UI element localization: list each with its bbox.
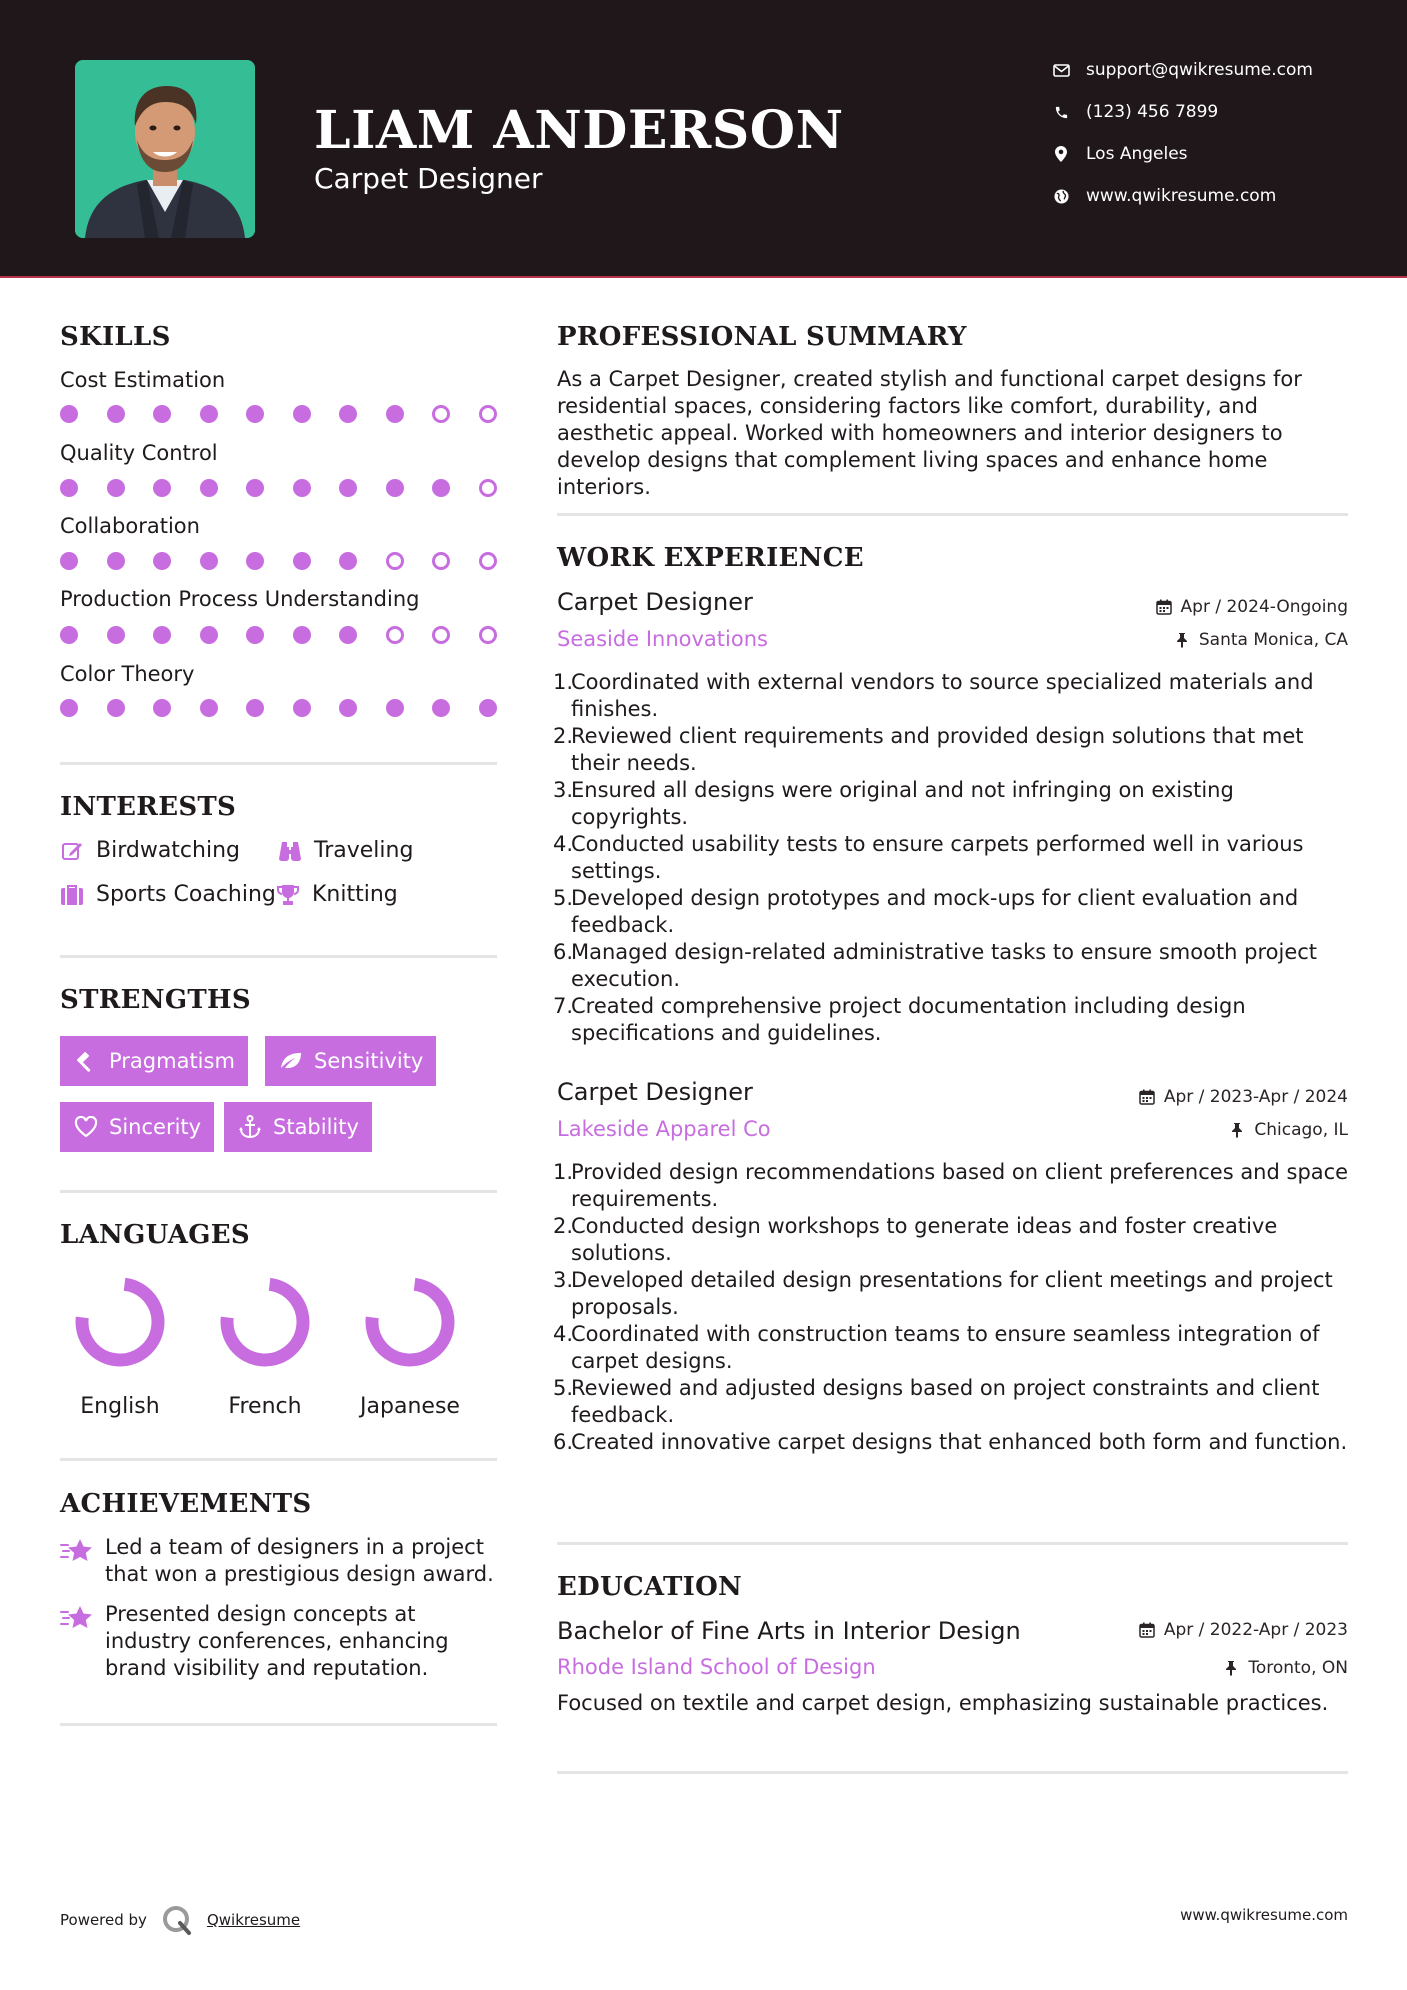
strength-label: Pragmatism xyxy=(109,1049,235,1073)
section-divider xyxy=(557,1771,1348,1774)
education-description: Focused on textile and carpet design, emphasizing sustainable practices. xyxy=(557,1691,1329,1715)
contact-phone-text: (123) 456 7899 xyxy=(1086,102,1219,122)
skill-dot-filled xyxy=(107,626,125,644)
skill-dot-empty xyxy=(479,405,497,423)
interests-heading: INTERESTS xyxy=(60,792,237,822)
language-meter xyxy=(360,1272,460,1372)
envelope-icon xyxy=(1050,59,1072,81)
skill-dot-filled xyxy=(153,699,171,717)
section-divider xyxy=(60,1190,497,1193)
strength-tag xyxy=(265,1036,436,1086)
skill-dot-empty xyxy=(386,552,404,570)
skill-dot-filled xyxy=(153,479,171,497)
strengths-heading: STRENGTHS xyxy=(60,985,251,1015)
section-divider xyxy=(60,1458,497,1461)
contact-phone[interactable] xyxy=(1050,98,1218,126)
education-heading: EDUCATION xyxy=(557,1572,743,1602)
education-dates-text: Apr / 2022-Apr / 2023 xyxy=(1163,1620,1348,1640)
header-accent-line xyxy=(0,276,1407,278)
job-location-text: Santa Monica, CA xyxy=(1198,630,1348,650)
skill-dot-filled xyxy=(246,699,264,717)
powered-by xyxy=(60,1904,300,1936)
contact-location xyxy=(1050,140,1188,168)
bullet-item: 1. Provided design recommendations based on client preferences and space requirements. xyxy=(553,1160,1349,1211)
skill-dot-filled xyxy=(107,552,125,570)
contact-location-text: Los Angeles xyxy=(1086,144,1188,164)
skill-dot-empty xyxy=(432,405,450,423)
bullet-item: 7. Created comprehensive project documentation including design specifications and guidelines. xyxy=(553,994,1246,1045)
skill-dot-empty xyxy=(479,552,497,570)
skill-dot-filled xyxy=(339,552,357,570)
skill-dot-filled xyxy=(246,479,264,497)
skill-dot-filled xyxy=(339,405,357,423)
contact-website[interactable] xyxy=(1050,182,1276,210)
skill-dot-empty xyxy=(479,479,497,497)
skills-heading: SKILLS xyxy=(60,322,171,352)
skill-dot-filled xyxy=(339,479,357,497)
pushpin-icon xyxy=(1222,1659,1240,1677)
gavel-icon xyxy=(73,1048,99,1074)
strength-tag xyxy=(224,1102,372,1152)
skill-dot-filled xyxy=(293,699,311,717)
skill-rating xyxy=(60,552,500,572)
skill-dot-filled xyxy=(153,626,171,644)
skill-dot-empty xyxy=(479,626,497,644)
qwikresume-link[interactable]: Qwikresume xyxy=(206,1911,301,1929)
education-location-text: Toronto, ON xyxy=(1248,1658,1348,1678)
skill-dot-empty xyxy=(432,626,450,644)
skill-dot-filled xyxy=(293,552,311,570)
section-divider xyxy=(557,513,1348,516)
bullet-item: 2. Reviewed client requirements and provided design solutions that met their needs. xyxy=(553,724,1304,775)
interest-label: Knitting xyxy=(312,882,398,907)
language-item xyxy=(350,1272,470,1419)
section-divider xyxy=(557,1542,1348,1545)
skill-dot-filled xyxy=(293,405,311,423)
candidate-role: Carpet Designer xyxy=(314,162,543,195)
calendar-icon xyxy=(1138,1088,1156,1106)
skill-rating xyxy=(60,479,500,499)
company-name: Seaside Innovations xyxy=(557,627,768,651)
map-pin-icon xyxy=(1050,143,1072,165)
skill-dot-filled xyxy=(60,552,78,570)
bullet-item: 3. Developed detailed design presentations for client meetings and project proposals. xyxy=(553,1268,1333,1319)
language-meter-arc xyxy=(227,1284,303,1360)
job-dates xyxy=(1138,1087,1348,1107)
company-name: Lakeside Apparel Co xyxy=(557,1117,771,1141)
strength-tag xyxy=(60,1102,214,1152)
job-dates-text: Apr / 2023-Apr / 2024 xyxy=(1163,1087,1348,1107)
anchor-icon xyxy=(237,1114,263,1140)
calendar-icon xyxy=(1138,1621,1156,1639)
strength-tag xyxy=(60,1036,248,1086)
bullet-item: 1. Coordinated with external vendors to source specialized materials and finishes. xyxy=(553,670,1314,721)
skill-dot-filled xyxy=(107,405,125,423)
skill-label: Quality Control xyxy=(60,441,218,465)
achievements-heading: ACHIEVEMENTS xyxy=(60,1489,312,1519)
language-meter xyxy=(70,1272,170,1372)
suitcase-icon xyxy=(60,883,84,907)
skill-dot-filled xyxy=(386,699,404,717)
trophy-icon xyxy=(276,883,300,907)
contact-email-text: support@qwikresume.com xyxy=(1086,60,1313,80)
language-meter xyxy=(215,1272,315,1372)
skill-dot-filled xyxy=(200,479,218,497)
job-location-text: Chicago, IL xyxy=(1254,1120,1348,1140)
skill-dot-filled xyxy=(60,626,78,644)
skill-dot-filled xyxy=(153,405,171,423)
skill-dot-filled xyxy=(246,552,264,570)
skill-dot-filled xyxy=(60,405,78,423)
powered-by-label: Powered by xyxy=(60,1911,147,1929)
summary-text: As a Carpet Designer, created stylish and functional carpet designs for residential spaces, considering factors like comfort, durability, and aesthetic appeal. Worked with homeowners and interior designers to develop designs that complement living spaces and enhance home interiors. xyxy=(557,367,1302,499)
profile-photo xyxy=(75,60,255,238)
interest-label: Traveling xyxy=(314,838,414,863)
skill-dot-filled xyxy=(432,699,450,717)
interest-label: Birdwatching xyxy=(96,838,240,863)
skill-label: Collaboration xyxy=(60,514,200,538)
skill-dot-filled xyxy=(200,405,218,423)
header-banner xyxy=(0,0,1407,276)
job-dates-text: Apr / 2024-Ongoing xyxy=(1180,597,1348,617)
pencil-square-icon xyxy=(60,839,84,863)
bullet-item: 5. Reviewed and adjusted designs based on project constraints and client feedback. xyxy=(553,1376,1320,1427)
interest-item xyxy=(60,882,276,907)
section-divider xyxy=(60,1723,497,1726)
skill-dot-filled xyxy=(153,552,171,570)
candidate-name: LIAM ANDERSON xyxy=(314,100,844,161)
education-dates xyxy=(1138,1620,1348,1640)
skill-dot-filled xyxy=(432,479,450,497)
language-item xyxy=(60,1272,180,1419)
leaf-icon xyxy=(278,1048,304,1074)
skill-dot-filled xyxy=(107,479,125,497)
bullet-item: 6. Managed design-related administrative tasks to ensure smooth project execution. xyxy=(553,940,1318,991)
language-item xyxy=(205,1272,325,1419)
language-label: French xyxy=(228,1394,302,1419)
languages-heading: LANGUAGES xyxy=(60,1220,250,1250)
pushpin-icon xyxy=(1173,631,1191,649)
job-bullets xyxy=(553,1159,1357,1456)
school-name: Rhode Island School of Design xyxy=(557,1655,876,1679)
bullet-item: 2. Conducted design workshops to generate ideas and foster creative solutions. xyxy=(553,1214,1278,1265)
interest-label: Sports Coaching xyxy=(96,882,276,907)
pushpin-icon xyxy=(1228,1121,1246,1139)
skill-dot-filled xyxy=(246,405,264,423)
skill-dot-filled xyxy=(479,699,497,717)
bullet-item: 4. Conducted usability tests to ensure carpets performed well in various settings. xyxy=(553,832,1304,883)
binoculars-icon xyxy=(278,839,302,863)
education-location xyxy=(1222,1658,1348,1678)
interest-item xyxy=(276,882,398,907)
bullet-item: 3. Ensured all designs were original and not infringing on existing copyrights. xyxy=(553,778,1234,829)
section-divider xyxy=(60,762,497,765)
degree-title: Bachelor of Fine Arts in Interior Design xyxy=(557,1617,1021,1645)
skill-dot-filled xyxy=(293,626,311,644)
achievement-text: Presented design concepts at industry conferences, enhancing brand visibility and reputation. xyxy=(105,1602,449,1680)
skill-dot-filled xyxy=(200,626,218,644)
skill-dot-empty xyxy=(386,626,404,644)
bullet-item: 4. Coordinated with construction teams to ensure seamless integration of carpet designs. xyxy=(553,1322,1320,1373)
qwikresume-logo-icon xyxy=(161,1904,193,1936)
skill-rating xyxy=(60,626,500,646)
job-location xyxy=(1228,1120,1348,1140)
interest-item xyxy=(278,838,413,863)
globe-icon xyxy=(1050,185,1072,207)
language-meter-arc xyxy=(82,1284,158,1360)
profile-photo-illustration xyxy=(75,60,255,238)
language-meter-arc xyxy=(372,1284,448,1360)
phone-icon xyxy=(1050,101,1072,123)
job-location xyxy=(1173,630,1348,650)
skill-dot-filled xyxy=(246,626,264,644)
language-label: English xyxy=(80,1394,160,1419)
job-title: Carpet Designer xyxy=(557,588,753,616)
achievement-item xyxy=(60,1534,500,1588)
skill-label: Cost Estimation xyxy=(60,368,226,392)
shooting-star-icon xyxy=(60,1537,94,1567)
bullet-item: 5. Developed design prototypes and mock-ups for client evaluation and feedback. xyxy=(553,886,1299,937)
strength-label: Stability xyxy=(273,1115,359,1139)
experience-heading: WORK EXPERIENCE xyxy=(557,543,864,573)
skill-dot-filled xyxy=(200,552,218,570)
shooting-star-icon xyxy=(60,1604,94,1634)
skill-label: Production Process Understanding xyxy=(60,587,420,611)
contact-email[interactable] xyxy=(1050,56,1313,84)
skill-dot-filled xyxy=(200,699,218,717)
job-dates xyxy=(1155,597,1348,617)
job-bullets xyxy=(553,669,1357,1047)
job-title: Carpet Designer xyxy=(557,1078,753,1106)
bullet-item: 6. Created innovative carpet designs that enhanced both form and function. xyxy=(553,1430,1348,1454)
strength-label: Sincerity xyxy=(109,1115,202,1139)
skill-dot-filled xyxy=(339,626,357,644)
skill-dot-filled xyxy=(339,699,357,717)
summary-heading: PROFESSIONAL SUMMARY xyxy=(557,322,967,352)
language-label: Japanese xyxy=(360,1394,460,1419)
calendar-icon xyxy=(1155,598,1173,616)
skill-dot-empty xyxy=(432,552,450,570)
strength-label: Sensitivity xyxy=(314,1049,424,1073)
skill-dot-filled xyxy=(293,479,311,497)
achievement-text: Led a team of designers in a project that won a prestigious design award. xyxy=(105,1535,494,1586)
achievement-item xyxy=(60,1601,500,1682)
footer-url[interactable]: www.qwikresume.com xyxy=(1180,1906,1348,1924)
contact-website-text: www.qwikresume.com xyxy=(1086,186,1277,206)
skill-label: Color Theory xyxy=(60,662,195,686)
interest-item xyxy=(60,838,240,863)
skill-dot-filled xyxy=(60,699,78,717)
skill-dot-filled xyxy=(386,479,404,497)
skill-rating xyxy=(60,405,500,425)
heart-icon xyxy=(73,1114,99,1140)
skill-dot-filled xyxy=(60,479,78,497)
skill-rating xyxy=(60,699,500,719)
section-divider xyxy=(60,955,497,958)
skill-dot-filled xyxy=(386,405,404,423)
skill-dot-filled xyxy=(107,699,125,717)
